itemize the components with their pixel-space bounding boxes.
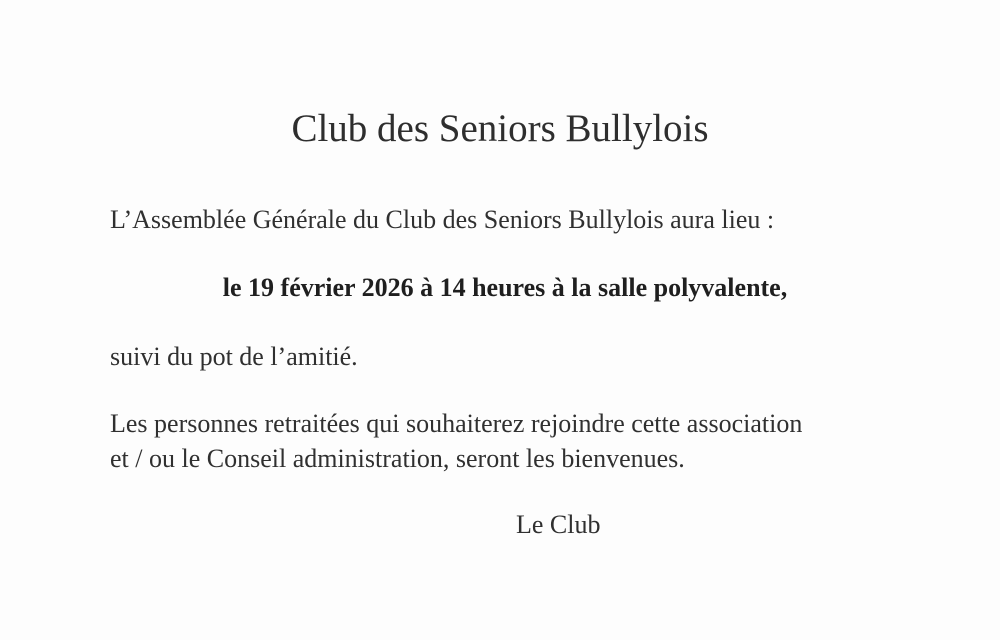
invitation-line-1: Les personnes retraitées qui souhaiterez rejoindre cette association	[110, 409, 803, 438]
date-place-text: le 19 février 2026 à 14 heures à la salle polyvalente,	[222, 273, 788, 302]
signature-text: Le Club	[516, 510, 601, 539]
followed-by-text: suivi du pot de l’amitié.	[110, 342, 358, 371]
intro-text: L’Assemblée Générale du Club des Seniors Bullylois aura lieu :	[110, 205, 775, 234]
invitation-line-2: et / ou le Conseil administration, seront les bienvenues.	[110, 444, 685, 473]
notice-title: Club des Seniors Bullylois	[291, 107, 709, 150]
